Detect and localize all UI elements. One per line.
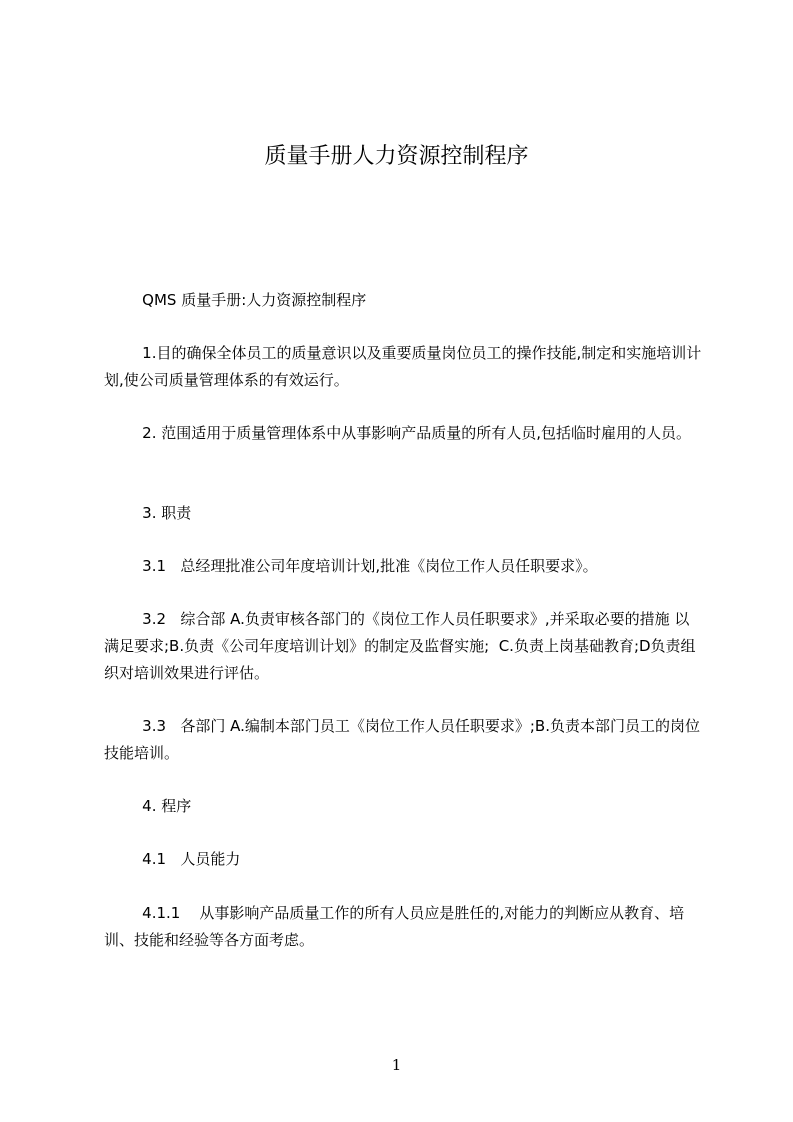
paragraph-scope: 2. 范围适用于质量管理体系中从事影响产品质量的所有人员,包括临时雇用的人员。: [104, 424, 692, 442]
paragraph-procedure-4-1: 4.1 人员能力: [104, 850, 241, 868]
paragraph-procedure-heading: 4. 程序: [104, 797, 192, 815]
paragraph-responsibility-3-2: 3.2 综合部 A.负责审核各部门的《岗位工作人员任职要求》,并采取必要的措施 以满足要求;B.负责《公司年度培训计划》的制定及监督实施; C.负责上岗基础教育;D负责组织对培训效果进行评估。: [104, 610, 696, 682]
paragraph-qms-heading: QMS 质量手册:人力资源控制程序: [104, 291, 367, 309]
document-title: 质量手册人力资源控制程序: [264, 144, 529, 169]
page-number: 1: [391, 1056, 402, 1074]
paragraph-procedure-4-1-1: 4.1.1 从事影响产品质量工作的所有人员应是胜任的,对能力的判断应从教育、培训、技能和经验等各方面考虑。: [104, 904, 685, 949]
paragraph-responsibilities-heading: 3. 职责: [104, 504, 192, 522]
paragraph-purpose: 1.目的确保全体员工的质量意识以及重要质量岗位员工的操作技能,制定和实施培训计划,使公司质量管理体系的有效运行。: [104, 344, 702, 389]
paragraph-responsibility-3-3: 3.3 各部门 A.编制本部门员工《岗位工作人员任职要求》;B.负责本部门员工的岗位技能培训。: [104, 717, 700, 762]
paragraph-responsibility-3-1: 3.1 总经理批准公司年度培训计划,批准《岗位工作人员任职要求》。: [104, 557, 598, 575]
